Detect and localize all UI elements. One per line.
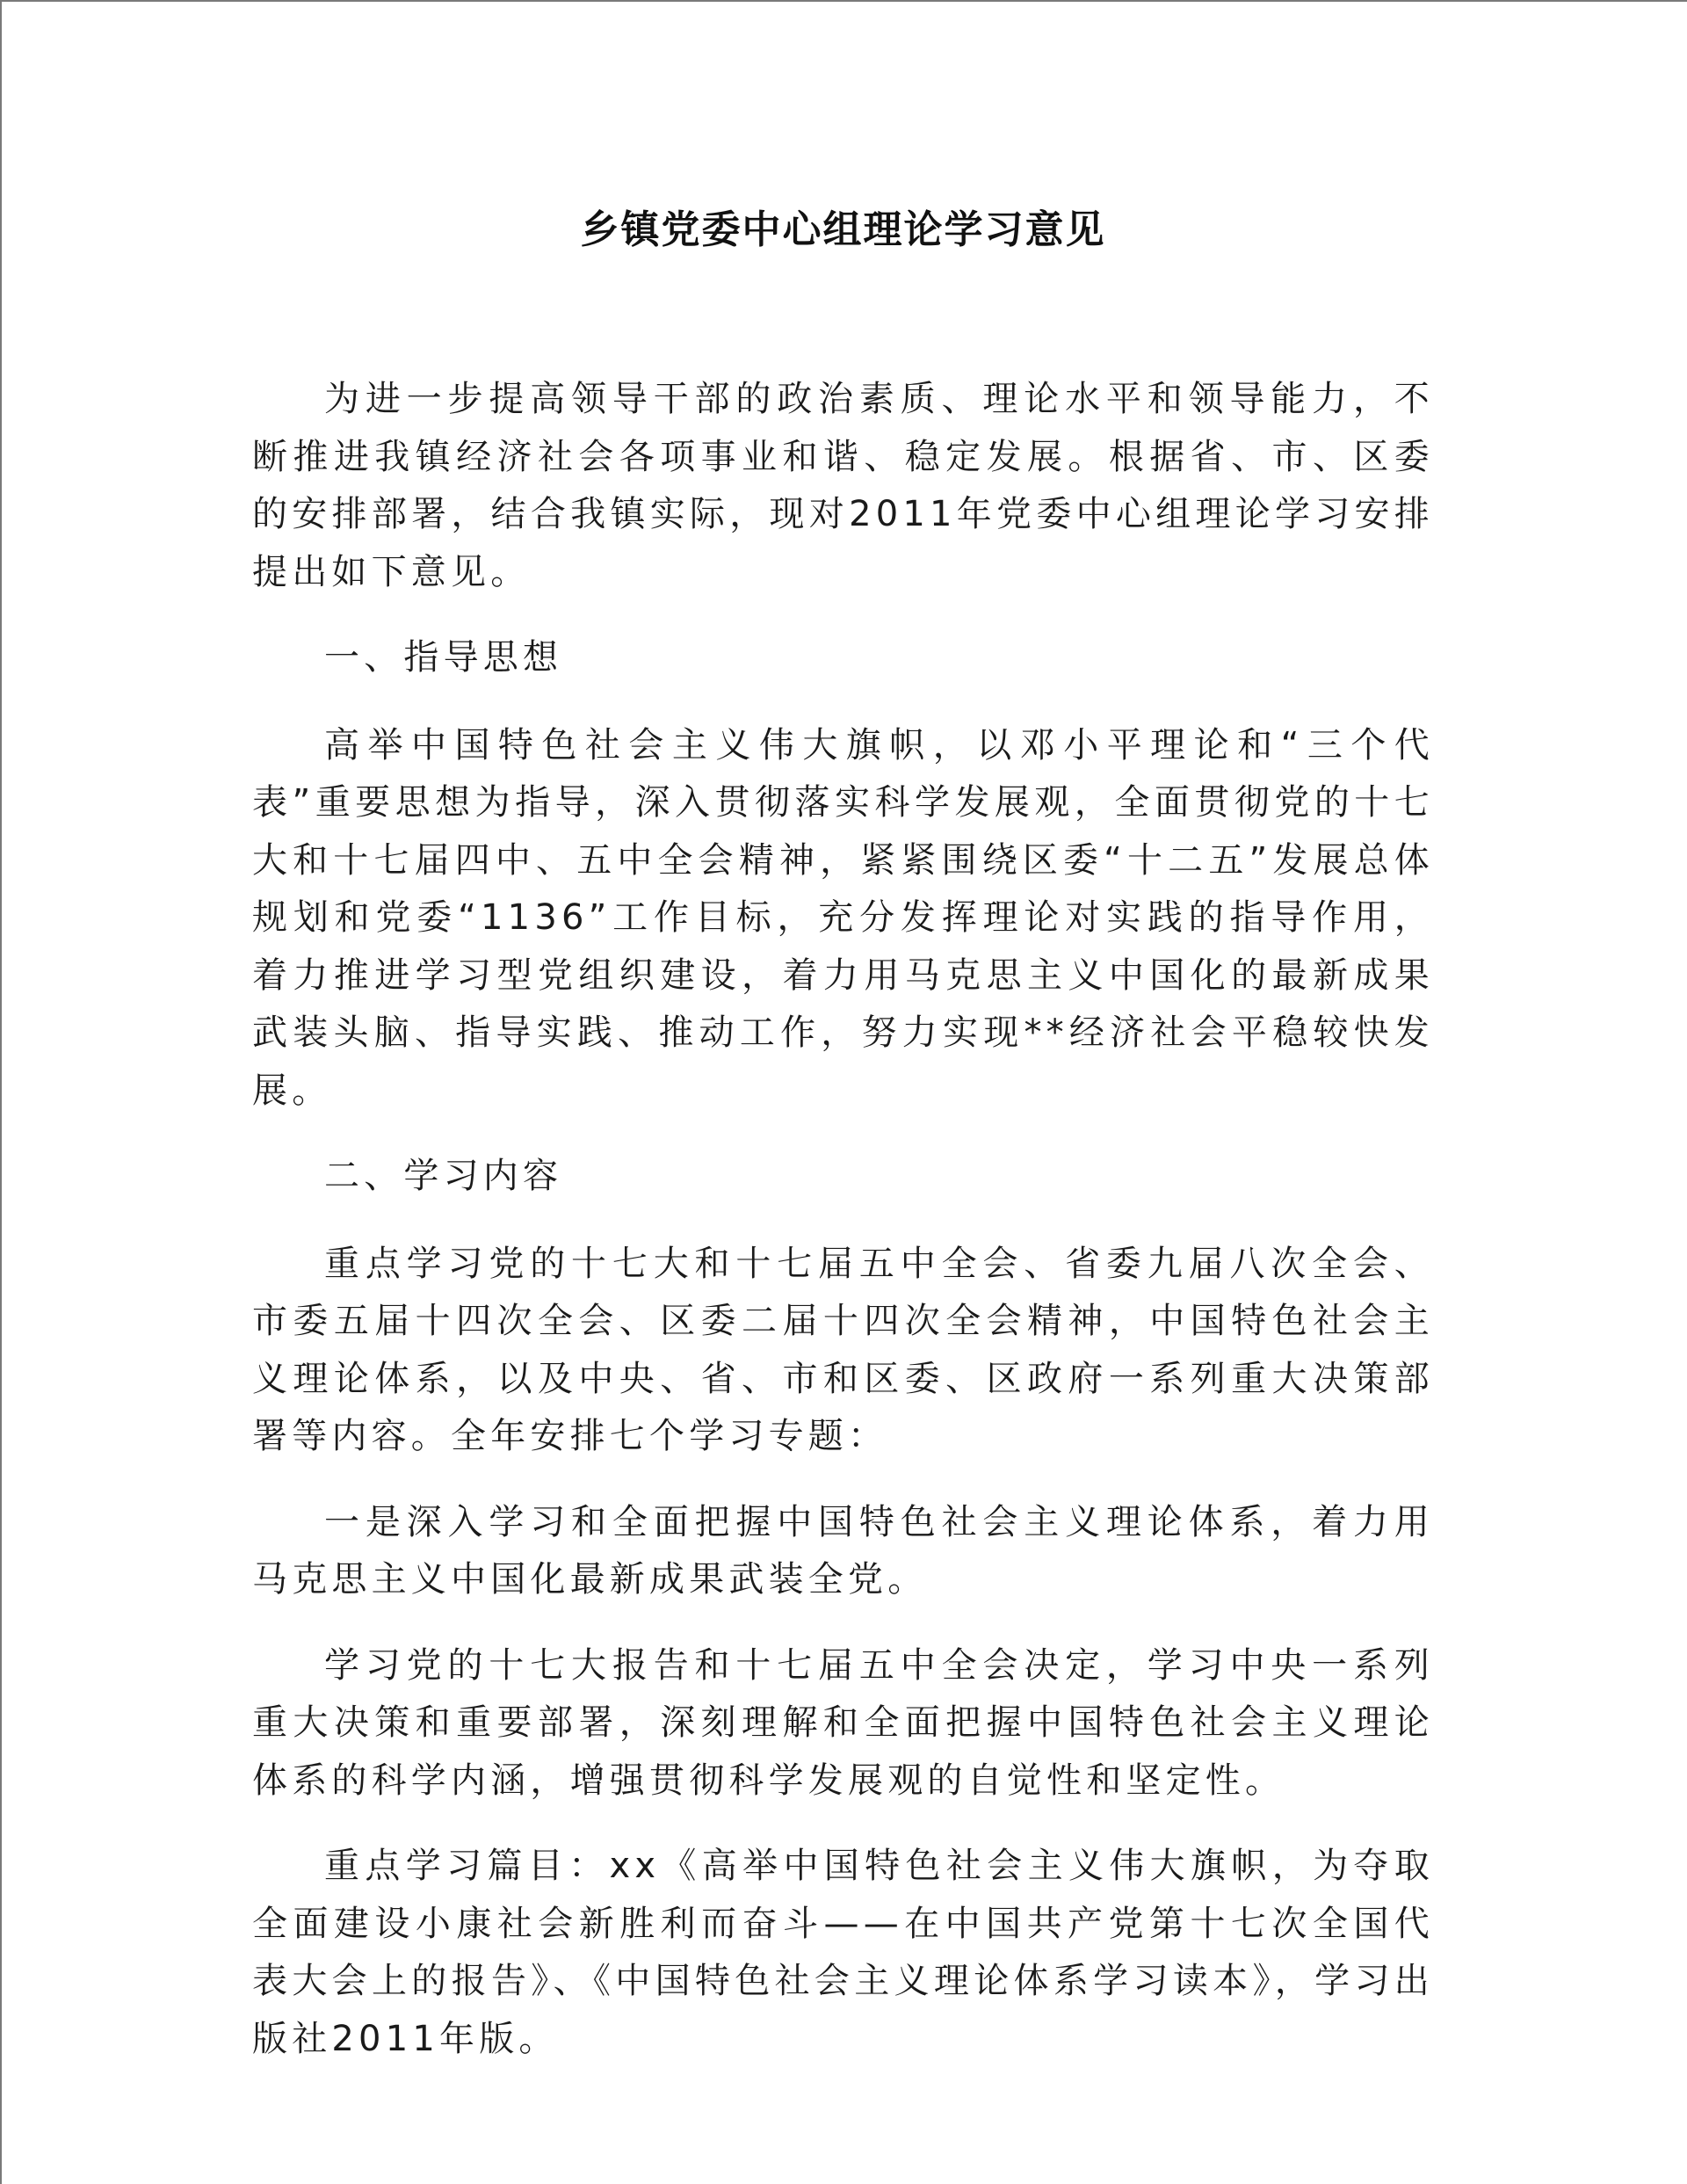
study-content-paragraph: 重点学习党的十七大和十七届五中全会、省委九届八次全会、市委五届十四次全会、区委二届十四次全会精神，中国特色社会主义理论体系，以及中央、省、市和区委、区政府一系列重大决策部署等内容。全年安排七个学习专题：	[252, 1243, 1434, 1456]
guiding-thought-paragraph: 高举中国特色社会主义伟大旗帜，以邓小平理论和“三个代表”重要思想为指导，深入贯彻落实科学发展观，全面贯彻党的十七大和十七届四中、五中全会精神，紧紧围绕区委“十二五”发展总体规划和党委“1136”工作目标，充分发挥理论对实践的指导作用，着力推进学习型党组织建设，着力用马克思主义中国化的最新成果武装头脑、指导实践、推动工作，努力实现**经济社会平稳较快发展。	[252, 724, 1434, 1111]
section-heading-guiding-thought: 一、指导思想	[324, 637, 563, 678]
section-heading-study-content: 二、学习内容	[324, 1156, 563, 1196]
key-readings-paragraph: 重点学习篇目：xx《高举中国特色社会主义伟大旗帜，为夺取全面建设小康社会新胜利而奋斗——在中国共产党第十七次全国代表大会上的报告》、《中国特色社会主义理论体系学习读本》，学习出版社2011年版。	[252, 1846, 1434, 2059]
document-title: 乡镇党委中心组理论学习意见	[580, 207, 1106, 252]
document-body	[252, 195, 1434, 2096]
topic-one-paragraph: 一是深入学习和全面把握中国特色社会主义理论体系，着力用马克思主义中国化最新成果武装全党。	[252, 1501, 1434, 1600]
intro-paragraph: 为进一步提高领导干部的政治素质、理论水平和领导能力，不断推进我镇经济社会各项事业和谐、稳定发展。根据省、市、区委的安排部署，结合我镇实际，现对2011年党委中心组理论学习安排提出如下意见。	[252, 379, 1434, 592]
topic-one-detail-paragraph: 学习党的十七大报告和十七届五中全会决定，学习中央一系列重大决策和重要部署，深刻理解和全面把握中国特色社会主义理论体系的科学内涵，增强贯彻科学发展观的自觉性和坚定性。	[252, 1644, 1434, 1801]
